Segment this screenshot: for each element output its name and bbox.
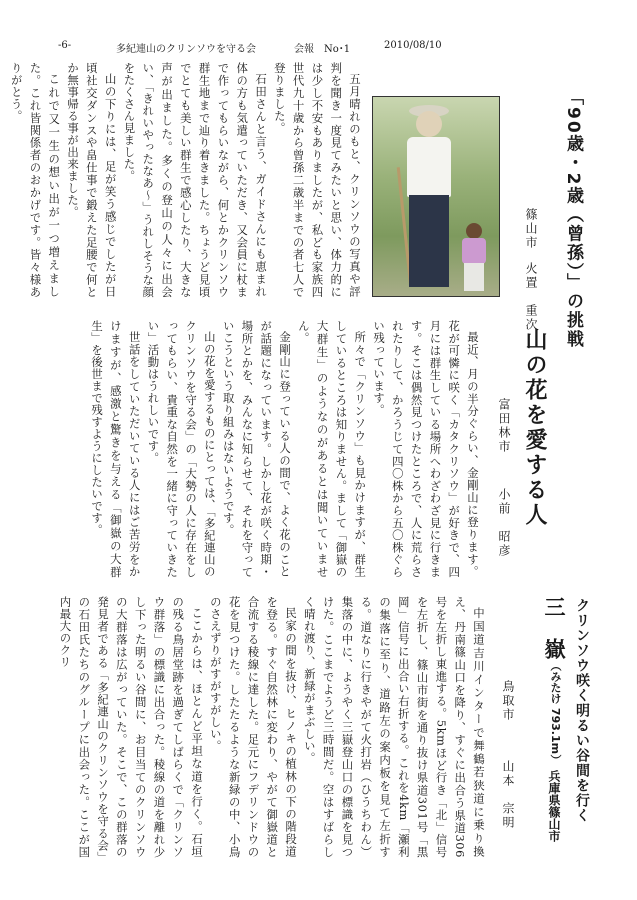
paragraph: 民家の間を抜け、ヒノキの植林の下の階段道を登る。すぐ自然林に変わり、やがて御嶽道と合流する稜線に達した。足元にフデリンドウの花を見つけた。したたるような新緑の中、小鳥のさえずりがすがすがしい。 xyxy=(208,596,299,858)
challenge-title: 「90歳・2歳（曾孫）」の挑戦 xyxy=(563,88,583,349)
paragraph: 中国道吉川インターで舞鶴若狭道に乗り換え、丹南篠山口を降り、すぐに出合う県道306号を左折し東進する。5kmほど行き「北」信号を左折し、篠山市街を通り抜け県道301号「黒岡」信号に出合い右折する。これを4km「瀬利の集落に至り、道路左の案内板を見て左折する。道なりに行きやがて火打岩（ひうちわん）集落の中に、ようやく三嶽登山口の標識を見つけた。ここまでようど三時間だ。空はすばらしく晴れ渡り、新緑がまぶしい。 xyxy=(302,596,486,858)
elder-head xyxy=(416,111,442,137)
paragraph: 所々で「クリンソウ」も見かけますが、群生しているところは知りません。まして「御嶽の大群生」のようなのがあるとは聞いていません。 xyxy=(296,320,368,578)
love-city: 富田林市 xyxy=(497,398,511,454)
page-header xyxy=(58,40,598,56)
paragraph: 世話をしていただいている人にはご苦労をかけますが、感激と驚きを与える「御嶽の大群生」を後世まで残すようにしたいです。 xyxy=(90,320,142,578)
child-body xyxy=(462,238,486,264)
child-legs xyxy=(464,263,484,291)
issue-date: 2010/08/10 xyxy=(384,40,442,51)
paragraph: ここからは、ほとんど平坦な道を行く。石垣の残る鳥居堂跡を過ぎてしばらくで「クリンソウ群落」の標識に出合った。稜線の道を離れ少し下った明るい谷間に、お目当てのクリンソウの大群落は広がっていた。そこで、この群落の発見者である「多紀連山のクリンソウを守る会」の石田氏たちのグループに出会った。ここが国内最大のクリ xyxy=(58,596,205,858)
elder-legs xyxy=(409,195,449,287)
mitake-mountain-name: 三 嶽 xyxy=(542,596,566,659)
paragraph: 五月晴れのもと、クリンソウの写真や評判を聞き一度見てみたいと思い、体力的には少し不安もありましたが、私ども家族四世代九十歳から曾孫二歳半までの者七人で登りました。 xyxy=(272,62,362,298)
challenge-body xyxy=(9,62,364,298)
article-photo xyxy=(372,96,500,297)
love-author: 小前 昭彦 xyxy=(497,488,511,558)
paragraph: 石田さんと言う、ガイドさんにも恵まれ体の方も気遣っていただき、又会員に杖まで作ってもらいながら、何とかクリンソウ群生地まで辿り着きました。ちょうど見頃でとても美しい群生で感心したり、大きな声が出ました。多くの登山の人々に出会い、「きれいやったなあ〜」うれしそうな顔をたくさん見ました。 xyxy=(122,62,269,298)
mitake-reading: （みたけ 793.1m） xyxy=(549,660,562,766)
paragraph: 金剛山に登っている人の間で、よく花のことが話題になっています。しかし花が咲く時期・場所とかを、みんなに知らせて、それを守っていこうという取り組みはないようです。 xyxy=(221,320,293,578)
mitake-place: 兵庫県篠山市 xyxy=(547,770,561,842)
elder-body xyxy=(407,137,451,197)
love-body xyxy=(90,320,482,578)
mitake-body xyxy=(58,596,488,858)
child-head xyxy=(466,223,482,239)
paragraph: 山の花を愛するものにとっては、「多紀連山のクリンソウを守る会」の「大勢の人に存在をしってもらい、貴重な自然を一緒に守っていきたい」活動はうれしいです。 xyxy=(146,320,217,578)
challenge-city: 篠山市 xyxy=(524,208,538,250)
mitake-city: 鳥取市 xyxy=(501,680,515,722)
page-number: -6- xyxy=(58,40,72,51)
mitake-author: 山本 宗明 xyxy=(501,760,515,830)
bulletin-label: 会報 xyxy=(294,44,314,55)
organization-name: 多紀連山のクリンソウを守る会 xyxy=(116,44,256,55)
challenge-author: 火置 重次 xyxy=(524,262,538,332)
issue-number: No･1 xyxy=(324,44,351,55)
love-title: 山の花を愛する人 xyxy=(522,328,547,528)
mitake-title: クリンソウ咲く明るい谷間を行く xyxy=(574,598,590,823)
paragraph: 最近、月の半分ぐらい、金剛山に登ります。花が可憐に咲く「カタクリソウ」が好きで、四月には群生している場所へわざわざ見に行きます。そこは偶然見つけたところで、人に荒らされたりして、かろうじて四〇株から五〇株ぐらい残っています。 xyxy=(372,320,480,578)
paragraph: 山の下りには、足が笑う感じでしたが日頃社交ダンスや畠仕事で鍛えた足腰で何とか無事帰る事が出来ました。 xyxy=(66,62,118,298)
paragraph: これで又一生の想い出が一つ増えました。これ皆関係者のおかげです。皆々様ありがとう。 xyxy=(9,62,62,298)
